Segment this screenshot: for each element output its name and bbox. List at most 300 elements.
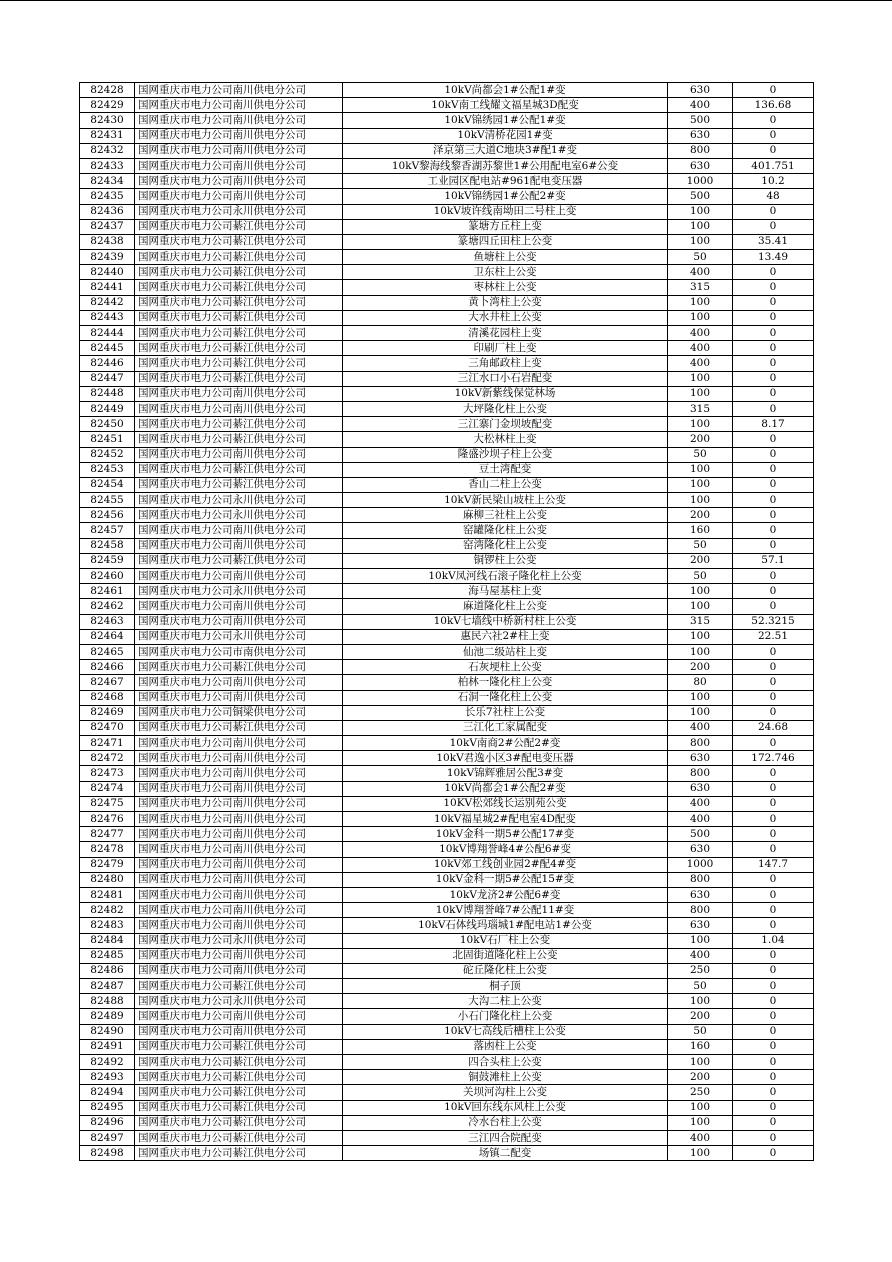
cell-value: 35.41 <box>733 234 814 249</box>
table-row <box>80 1070 814 1085</box>
cell-company: 国网重庆市电力公司綦江供电分公司 <box>135 477 343 492</box>
cell-company: 国网重庆市电力公司永川供电分公司 <box>135 204 343 219</box>
cell-company: 国网重庆市电力公司綦江供电分公司 <box>135 1130 343 1145</box>
cell-company: 国网重庆市电力公司南川供电分公司 <box>135 98 343 113</box>
cell-company: 国网重庆市电力公司綦江供电分公司 <box>135 1039 343 1054</box>
cell-capacity: 315 <box>668 280 733 295</box>
cell-id: 82473 <box>80 766 135 781</box>
cell-id: 82475 <box>80 796 135 811</box>
cell-capacity: 630 <box>668 83 733 98</box>
cell-company: 国网重庆市电力公司南川供电分公司 <box>135 189 343 204</box>
cell-id: 82478 <box>80 842 135 857</box>
cell-transformer-name: 10kV锦绣园1#公配2#变 <box>343 189 668 204</box>
cell-company: 国网重庆市电力公司南川供电分公司 <box>135 143 343 158</box>
cell-company: 国网重庆市电力公司綦江供电分公司 <box>135 462 343 477</box>
cell-transformer-name: 10kV南工线耀文福星城3D配变 <box>343 98 668 113</box>
table-row <box>80 234 814 249</box>
table-row <box>80 371 814 386</box>
cell-id: 82446 <box>80 356 135 371</box>
cell-transformer-name: 大水井柱上公变 <box>343 310 668 325</box>
cell-value: 0 <box>733 599 814 614</box>
table-row <box>80 128 814 143</box>
table-body <box>80 83 814 1161</box>
table-row <box>80 401 814 416</box>
cell-capacity: 500 <box>668 827 733 842</box>
cell-capacity: 160 <box>668 523 733 538</box>
table-row <box>80 189 814 204</box>
cell-transformer-name: 10kV尚都会1#公配1#变 <box>343 83 668 98</box>
cell-transformer-name: 10kV凤河线石滚子隆化柱上公变 <box>343 569 668 584</box>
cell-capacity: 315 <box>668 401 733 416</box>
cell-value: 0 <box>733 569 814 584</box>
cell-company: 国网重庆市电力公司綦江供电分公司 <box>135 371 343 386</box>
cell-capacity: 630 <box>668 781 733 796</box>
cell-value: 0 <box>733 644 814 659</box>
cell-capacity: 400 <box>668 265 733 280</box>
cell-value: 401.751 <box>733 158 814 173</box>
table-row <box>80 766 814 781</box>
table-row <box>80 796 814 811</box>
cell-capacity: 100 <box>668 933 733 948</box>
cell-company: 国网重庆市电力公司南川供电分公司 <box>135 948 343 963</box>
cell-transformer-name: 10kV七高线后槽柱上公变 <box>343 1024 668 1039</box>
cell-transformer-name: 关坝河沟柱上公变 <box>343 1085 668 1100</box>
cell-value: 0 <box>733 386 814 401</box>
cell-value: 0 <box>733 1130 814 1145</box>
cell-company: 国网重庆市电力公司綦江供电分公司 <box>135 432 343 447</box>
cell-transformer-name: 麻道隆化柱上公变 <box>343 599 668 614</box>
cell-value: 0 <box>733 812 814 827</box>
cell-value: 10.2 <box>733 174 814 189</box>
cell-transformer-name: 三角邮政柱上变 <box>343 356 668 371</box>
table-row <box>80 265 814 280</box>
cell-transformer-name: 豆土湾配变 <box>343 462 668 477</box>
cell-capacity: 100 <box>668 644 733 659</box>
table-row <box>80 887 814 902</box>
cell-capacity: 400 <box>668 948 733 963</box>
cell-capacity: 400 <box>668 720 733 735</box>
cell-company: 国网重庆市电力公司綦江供电分公司 <box>135 341 343 356</box>
cell-id: 82457 <box>80 523 135 538</box>
cell-value: 0 <box>733 675 814 690</box>
cell-value: 0 <box>733 1146 814 1161</box>
table-row <box>80 508 814 523</box>
cell-value: 0 <box>733 371 814 386</box>
cell-capacity: 800 <box>668 143 733 158</box>
cell-transformer-name: 10KV松郊线长运别苑公变 <box>343 796 668 811</box>
cell-capacity: 50 <box>668 979 733 994</box>
cell-id: 82453 <box>80 462 135 477</box>
cell-transformer-name: 大松林柱上变 <box>343 432 668 447</box>
cell-transformer-name: 10kV博翔誉峰7#公配11#变 <box>343 903 668 918</box>
cell-value: 0 <box>733 872 814 887</box>
cell-transformer-name: 10kV石体线玛瑙城1#配电站1#公变 <box>343 918 668 933</box>
cell-capacity: 50 <box>668 538 733 553</box>
cell-capacity: 500 <box>668 113 733 128</box>
cell-company: 国网重庆市电力公司南川供电分公司 <box>135 1009 343 1024</box>
table-row <box>80 432 814 447</box>
cell-value: 0 <box>733 766 814 781</box>
table-row <box>80 705 814 720</box>
cell-id: 82489 <box>80 1009 135 1024</box>
cell-id: 82456 <box>80 508 135 523</box>
cell-value: 0 <box>733 1039 814 1054</box>
cell-capacity: 100 <box>668 690 733 705</box>
cell-transformer-name: 场镇二配变 <box>343 1146 668 1161</box>
cell-transformer-name: 篆塘方丘柱上变 <box>343 219 668 234</box>
cell-capacity: 315 <box>668 614 733 629</box>
cell-capacity: 100 <box>668 371 733 386</box>
cell-transformer-name: 落凼柱上公变 <box>343 1039 668 1054</box>
cell-company: 国网重庆市电力公司永川供电分公司 <box>135 493 343 508</box>
cell-id: 82476 <box>80 812 135 827</box>
cell-company: 国网重庆市电力公司南川供电分公司 <box>135 447 343 462</box>
cell-company: 国网重庆市电力公司綦江供电分公司 <box>135 1146 343 1161</box>
cell-company: 国网重庆市电力公司綦江供电分公司 <box>135 219 343 234</box>
cell-value: 0 <box>733 660 814 675</box>
cell-company: 国网重庆市电力公司永川供电分公司 <box>135 933 343 948</box>
cell-value: 0 <box>733 796 814 811</box>
cell-value: 0 <box>733 887 814 902</box>
cell-value: 0 <box>733 113 814 128</box>
cell-id: 82439 <box>80 250 135 265</box>
cell-capacity: 200 <box>668 660 733 675</box>
cell-id: 82435 <box>80 189 135 204</box>
cell-company: 国网重庆市电力公司南川供电分公司 <box>135 751 343 766</box>
cell-capacity: 400 <box>668 356 733 371</box>
cell-capacity: 100 <box>668 219 733 234</box>
cell-company: 国网重庆市电力公司綦江供电分公司 <box>135 553 343 568</box>
table-row <box>80 1146 814 1161</box>
table-row <box>80 1115 814 1130</box>
table-row <box>80 477 814 492</box>
cell-company: 国网重庆市电力公司南川供电分公司 <box>135 781 343 796</box>
table-row <box>80 295 814 310</box>
cell-id: 82470 <box>80 720 135 735</box>
cell-value: 0 <box>733 538 814 553</box>
cell-value: 0 <box>733 736 814 751</box>
table-row <box>80 599 814 614</box>
cell-value: 0 <box>733 295 814 310</box>
cell-id: 82491 <box>80 1039 135 1054</box>
cell-company: 国网重庆市电力公司南川供电分公司 <box>135 872 343 887</box>
transformer-table <box>79 82 814 1161</box>
table-row <box>80 720 814 735</box>
table-row <box>80 113 814 128</box>
cell-capacity: 250 <box>668 1085 733 1100</box>
cell-value: 22.51 <box>733 629 814 644</box>
cell-value: 172.746 <box>733 751 814 766</box>
cell-transformer-name: 鱼塘柱上公变 <box>343 250 668 265</box>
table-row <box>80 447 814 462</box>
cell-capacity: 50 <box>668 1024 733 1039</box>
cell-id: 82463 <box>80 614 135 629</box>
cell-value: 13.49 <box>733 250 814 265</box>
cell-transformer-name: 10kV石厂柱上公变 <box>343 933 668 948</box>
cell-company: 国网重庆市电力公司綦江供电分公司 <box>135 326 343 341</box>
cell-id: 82496 <box>80 1115 135 1130</box>
cell-capacity: 630 <box>668 751 733 766</box>
cell-id: 82498 <box>80 1146 135 1161</box>
cell-id: 82490 <box>80 1024 135 1039</box>
cell-company: 国网重庆市电力公司南川供电分公司 <box>135 158 343 173</box>
cell-transformer-name: 10kV清桥花园1#变 <box>343 128 668 143</box>
cell-id: 82454 <box>80 477 135 492</box>
cell-company: 国网重庆市电力公司南川供电分公司 <box>135 675 343 690</box>
cell-company: 国网重庆市电力公司綦江供电分公司 <box>135 1115 343 1130</box>
table-row <box>80 948 814 963</box>
cell-capacity: 200 <box>668 1009 733 1024</box>
table-row <box>80 386 814 401</box>
cell-capacity: 100 <box>668 629 733 644</box>
cell-transformer-name: 卫东柱上公变 <box>343 265 668 280</box>
cell-value: 0 <box>733 1100 814 1115</box>
cell-company: 国网重庆市电力公司綦江供电分公司 <box>135 660 343 675</box>
table-row <box>80 751 814 766</box>
cell-value: 52.3215 <box>733 614 814 629</box>
cell-capacity: 100 <box>668 204 733 219</box>
cell-capacity: 400 <box>668 796 733 811</box>
cell-value: 0 <box>733 1115 814 1130</box>
cell-transformer-name: 10kV君逸小区3#配电变压器 <box>343 751 668 766</box>
cell-transformer-name: 香山二柱上公变 <box>343 477 668 492</box>
cell-transformer-name: 砣丘隆化柱上公变 <box>343 963 668 978</box>
cell-value: 0 <box>733 204 814 219</box>
table-row <box>80 143 814 158</box>
cell-capacity: 50 <box>668 250 733 265</box>
table-row <box>80 994 814 1009</box>
cell-id: 82497 <box>80 1130 135 1145</box>
cell-capacity: 1000 <box>668 857 733 872</box>
cell-company: 国网重庆市电力公司綦江供电分公司 <box>135 310 343 325</box>
cell-company: 国网重庆市电力公司市南供电分公司 <box>135 644 343 659</box>
cell-value: 136.68 <box>733 98 814 113</box>
cell-value: 0 <box>733 1055 814 1070</box>
cell-company: 国网重庆市电力公司南川供电分公司 <box>135 857 343 872</box>
cell-capacity: 500 <box>668 189 733 204</box>
cell-value: 0 <box>733 979 814 994</box>
cell-id: 82460 <box>80 569 135 584</box>
table-row <box>80 857 814 872</box>
cell-company: 国网重庆市电力公司南川供电分公司 <box>135 736 343 751</box>
cell-id: 82430 <box>80 113 135 128</box>
cell-capacity: 400 <box>668 812 733 827</box>
cell-id: 82471 <box>80 736 135 751</box>
cell-id: 82494 <box>80 1085 135 1100</box>
cell-company: 国网重庆市电力公司南川供电分公司 <box>135 599 343 614</box>
cell-capacity: 400 <box>668 341 733 356</box>
cell-company: 国网重庆市电力公司南川供电分公司 <box>135 128 343 143</box>
cell-transformer-name: 大沟二柱上公变 <box>343 994 668 1009</box>
cell-id: 82462 <box>80 599 135 614</box>
cell-id: 82429 <box>80 98 135 113</box>
cell-value: 0 <box>733 401 814 416</box>
cell-capacity: 100 <box>668 1055 733 1070</box>
cell-value: 0 <box>733 918 814 933</box>
cell-value: 0 <box>733 432 814 447</box>
cell-transformer-name: 铜锣柱上公变 <box>343 553 668 568</box>
cell-value: 0 <box>733 280 814 295</box>
cell-id: 82448 <box>80 386 135 401</box>
table-row <box>80 326 814 341</box>
cell-id: 82488 <box>80 994 135 1009</box>
cell-transformer-name: 10kV金科一期5#公配15#变 <box>343 872 668 887</box>
cell-company: 国网重庆市电力公司南川供电分公司 <box>135 903 343 918</box>
cell-company: 国网重庆市电力公司南川供电分公司 <box>135 538 343 553</box>
table-row <box>80 1130 814 1145</box>
cell-transformer-name: 北固街道隆化柱上公变 <box>343 948 668 963</box>
page-top-rule <box>0 0 892 1</box>
cell-value: 0 <box>733 903 814 918</box>
cell-id: 82455 <box>80 493 135 508</box>
cell-id: 82464 <box>80 629 135 644</box>
cell-id: 82432 <box>80 143 135 158</box>
cell-value: 0 <box>733 994 814 1009</box>
cell-id: 82486 <box>80 963 135 978</box>
cell-capacity: 630 <box>668 918 733 933</box>
cell-id: 82440 <box>80 265 135 280</box>
cell-value: 0 <box>733 477 814 492</box>
cell-value: 0 <box>733 310 814 325</box>
table-row <box>80 979 814 994</box>
cell-company: 国网重庆市电力公司铜梁供电分公司 <box>135 705 343 720</box>
table-row <box>80 812 814 827</box>
cell-capacity: 200 <box>668 432 733 447</box>
cell-capacity: 50 <box>668 447 733 462</box>
cell-transformer-name: 泽京第三大道C地块3#配1#变 <box>343 143 668 158</box>
cell-company: 国网重庆市电力公司南川供电分公司 <box>135 401 343 416</box>
cell-id: 82474 <box>80 781 135 796</box>
table-row <box>80 174 814 189</box>
cell-company: 国网重庆市电力公司綦江供电分公司 <box>135 280 343 295</box>
cell-transformer-name: 窑湾隆化柱上公变 <box>343 538 668 553</box>
cell-transformer-name: 石灰埂柱上公变 <box>343 660 668 675</box>
cell-company: 国网重庆市电力公司綦江供电分公司 <box>135 234 343 249</box>
table-row <box>80 1085 814 1100</box>
table-row <box>80 250 814 265</box>
table-row <box>80 690 814 705</box>
cell-company: 国网重庆市电力公司南川供电分公司 <box>135 523 343 538</box>
cell-value: 0 <box>733 447 814 462</box>
table-row <box>80 553 814 568</box>
cell-id: 82449 <box>80 401 135 416</box>
cell-value: 0 <box>733 1070 814 1085</box>
cell-company: 国网重庆市电力公司綦江供电分公司 <box>135 1070 343 1085</box>
cell-transformer-name: 10kV南商2#公配2#变 <box>343 736 668 751</box>
cell-transformer-name: 海马屋基柱上变 <box>343 584 668 599</box>
cell-id: 82450 <box>80 417 135 432</box>
cell-company: 国网重庆市电力公司綦江供电分公司 <box>135 295 343 310</box>
cell-company: 国网重庆市电力公司永川供电分公司 <box>135 994 343 1009</box>
cell-transformer-name: 冷水台柱上公变 <box>343 1115 668 1130</box>
table-row <box>80 675 814 690</box>
cell-value: 0 <box>733 584 814 599</box>
cell-transformer-name: 10kV福星城2#配电室4D配变 <box>343 812 668 827</box>
table-row <box>80 462 814 477</box>
cell-company: 国网重庆市电力公司永川供电分公司 <box>135 629 343 644</box>
cell-id: 82479 <box>80 857 135 872</box>
table-row <box>80 1009 814 1024</box>
cell-id: 82444 <box>80 326 135 341</box>
cell-transformer-name: 大坪隆化柱上公变 <box>343 401 668 416</box>
table-row <box>80 569 814 584</box>
cell-transformer-name: 小石门隆化柱上公变 <box>343 1009 668 1024</box>
cell-transformer-name: 10kV龙济2#公配6#变 <box>343 887 668 902</box>
cell-id: 82452 <box>80 447 135 462</box>
cell-value: 0 <box>733 781 814 796</box>
cell-capacity: 800 <box>668 766 733 781</box>
cell-value: 0 <box>733 341 814 356</box>
cell-transformer-name: 惠民六社2#柱上变 <box>343 629 668 644</box>
cell-value: 0 <box>733 1009 814 1024</box>
cell-value: 0 <box>733 948 814 963</box>
cell-transformer-name: 石洞一隆化柱上公变 <box>343 690 668 705</box>
cell-company: 国网重庆市电力公司南川供电分公司 <box>135 83 343 98</box>
cell-capacity: 100 <box>668 462 733 477</box>
cell-capacity: 100 <box>668 417 733 432</box>
cell-value: 0 <box>733 508 814 523</box>
cell-value: 57.1 <box>733 553 814 568</box>
cell-capacity: 630 <box>668 842 733 857</box>
cell-company: 国网重庆市电力公司南川供电分公司 <box>135 887 343 902</box>
cell-transformer-name: 10kV郊工线创业园2#配4#变 <box>343 857 668 872</box>
cell-transformer-name: 10kV锦辉雅居公配3#变 <box>343 766 668 781</box>
cell-id: 82466 <box>80 660 135 675</box>
cell-id: 82472 <box>80 751 135 766</box>
cell-capacity: 800 <box>668 872 733 887</box>
cell-capacity: 100 <box>668 1115 733 1130</box>
cell-company: 国网重庆市电力公司南川供电分公司 <box>135 386 343 401</box>
cell-id: 82492 <box>80 1055 135 1070</box>
cell-value: 0 <box>733 219 814 234</box>
cell-company: 国网重庆市电力公司綦江供电分公司 <box>135 1055 343 1070</box>
cell-id: 82495 <box>80 1100 135 1115</box>
table-row <box>80 219 814 234</box>
cell-company: 国网重庆市电力公司南川供电分公司 <box>135 918 343 933</box>
cell-transformer-name: 10kV博翔誉峰4#公配6#变 <box>343 842 668 857</box>
cell-capacity: 100 <box>668 599 733 614</box>
table-row <box>80 660 814 675</box>
cell-transformer-name: 10kV新紫线保觉林场 <box>343 386 668 401</box>
cell-capacity: 630 <box>668 887 733 902</box>
cell-company: 国网重庆市电力公司南川供电分公司 <box>135 569 343 584</box>
cell-id: 82484 <box>80 933 135 948</box>
cell-company: 国网重庆市电力公司南川供电分公司 <box>135 174 343 189</box>
cell-value: 0 <box>733 493 814 508</box>
cell-company: 国网重庆市电力公司南川供电分公司 <box>135 766 343 781</box>
cell-capacity: 200 <box>668 508 733 523</box>
table-row <box>80 781 814 796</box>
cell-id: 82433 <box>80 158 135 173</box>
cell-value: 48 <box>733 189 814 204</box>
table-row <box>80 158 814 173</box>
table-row <box>80 310 814 325</box>
cell-id: 82467 <box>80 675 135 690</box>
cell-transformer-name: 四合头柱上公变 <box>343 1055 668 1070</box>
cell-company: 国网重庆市电力公司南川供电分公司 <box>135 812 343 827</box>
cell-company: 国网重庆市电力公司南川供电分公司 <box>135 1024 343 1039</box>
cell-company: 国网重庆市电力公司綦江供电分公司 <box>135 265 343 280</box>
cell-company: 国网重庆市电力公司南川供电分公司 <box>135 963 343 978</box>
cell-id: 82434 <box>80 174 135 189</box>
cell-id: 82441 <box>80 280 135 295</box>
cell-id: 82477 <box>80 827 135 842</box>
cell-value: 8.17 <box>733 417 814 432</box>
cell-value: 0 <box>733 690 814 705</box>
table-row <box>80 963 814 978</box>
cell-transformer-name: 长乐7社柱上公变 <box>343 705 668 720</box>
cell-capacity: 800 <box>668 903 733 918</box>
